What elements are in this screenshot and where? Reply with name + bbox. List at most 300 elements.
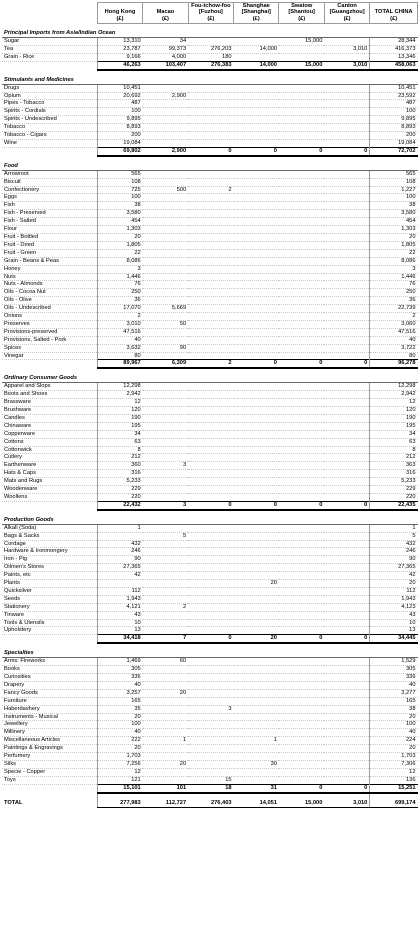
row-label: Confectionery: [2, 186, 97, 194]
subtotal-value: 7: [143, 635, 188, 643]
table-row: [2, 705, 418, 713]
value-cell: [234, 705, 279, 713]
row-label: Brassware: [2, 399, 97, 407]
value-cell: [279, 572, 324, 580]
value-cell: [279, 548, 324, 556]
table-row: [2, 619, 418, 627]
value-cell: [324, 486, 369, 494]
row-label: Eggs: [2, 194, 97, 202]
row-label: Sugar: [2, 38, 97, 46]
table-row: [2, 414, 418, 422]
value-cell: [188, 493, 233, 501]
value-cell: [279, 430, 324, 438]
value-cell: [143, 438, 188, 446]
value-cell: 1: [370, 524, 418, 532]
value-cell: [279, 132, 324, 140]
value-cell: [279, 540, 324, 548]
table-row: [2, 587, 418, 595]
value-cell: [279, 352, 324, 360]
value-cell: [188, 572, 233, 580]
value-cell: 60: [143, 658, 188, 666]
table-row: [2, 666, 418, 674]
value-cell: 13,310: [97, 38, 142, 46]
subtotal-label-cell: [2, 147, 97, 155]
table-row: [2, 689, 418, 697]
value-cell: [324, 124, 369, 132]
value-cell: [234, 241, 279, 249]
subtotal-row: [2, 147, 418, 155]
value-cell: [188, 383, 233, 391]
value-cell: 224: [370, 737, 418, 745]
subtotal-value: 14,000: [234, 61, 279, 69]
subtotal-value: 46,263: [97, 61, 142, 69]
value-cell: [234, 414, 279, 422]
value-cell: [279, 344, 324, 352]
value-cell: [279, 241, 324, 249]
value-cell: [234, 233, 279, 241]
value-cell: [188, 462, 233, 470]
row-label: Stationery: [2, 603, 97, 611]
value-cell: [279, 438, 324, 446]
value-cell: [143, 572, 188, 580]
subtotal-value: 20: [234, 635, 279, 643]
value-cell: [188, 681, 233, 689]
row-label: Nuts - Almonds: [2, 281, 97, 289]
value-cell: [143, 422, 188, 430]
value-cell: [324, 572, 369, 580]
value-cell: [279, 681, 324, 689]
value-cell: 565: [370, 170, 418, 178]
table-row: [2, 760, 418, 768]
value-cell: 15: [188, 776, 233, 784]
value-cell: [279, 595, 324, 603]
value-cell: 2,942: [370, 391, 418, 399]
row-label: Hardware & Ironmongery: [2, 548, 97, 556]
value-cell: [188, 289, 233, 297]
value-cell: [188, 446, 233, 454]
value-cell: 5,233: [97, 478, 142, 486]
value-cell: [143, 218, 188, 226]
value-cell: 40: [97, 729, 142, 737]
value-cell: 13,346: [370, 53, 418, 61]
row-label: Tea: [2, 46, 97, 54]
value-cell: [234, 391, 279, 399]
table-row: [2, 344, 418, 352]
value-cell: [143, 753, 188, 761]
subtotal-row: [2, 501, 418, 509]
subtotal-value: 0: [279, 784, 324, 792]
value-cell: 8,893: [370, 124, 418, 132]
value-cell: 43: [97, 611, 142, 619]
value-cell: [97, 532, 142, 540]
subtotal-value: 72,702: [370, 147, 418, 155]
value-cell: 4,000: [143, 53, 188, 61]
value-cell: [324, 391, 369, 399]
value-cell: [234, 532, 279, 540]
value-cell: [279, 407, 324, 415]
value-cell: [188, 430, 233, 438]
value-cell: [324, 53, 369, 61]
value-cell: [324, 407, 369, 415]
value-cell: [324, 438, 369, 446]
value-cell: 12: [97, 399, 142, 407]
value-cell: [279, 627, 324, 635]
value-cell: 22: [97, 249, 142, 257]
value-cell: 63: [97, 438, 142, 446]
value-cell: 76: [370, 281, 418, 289]
value-cell: [234, 446, 279, 454]
value-cell: [234, 352, 279, 360]
value-cell: [324, 674, 369, 682]
value-cell: [234, 729, 279, 737]
value-cell: 42: [97, 572, 142, 580]
value-cell: [234, 753, 279, 761]
value-cell: [324, 297, 369, 305]
value-cell: [234, 344, 279, 352]
section-title: Principal Imports from Asia/Indian Ocean: [2, 24, 418, 38]
value-cell: 3,010: [324, 46, 369, 54]
value-cell: [279, 470, 324, 478]
value-cell: [279, 580, 324, 588]
value-cell: [143, 705, 188, 713]
subtotal-row: [2, 635, 418, 643]
value-cell: [279, 462, 324, 470]
row-label: Mats and Rugs: [2, 478, 97, 486]
value-cell: 454: [370, 218, 418, 226]
subtotal-value: 0: [234, 147, 279, 155]
value-cell: 30: [234, 760, 279, 768]
value-cell: 40: [370, 729, 418, 737]
value-cell: [234, 249, 279, 257]
value-cell: [234, 202, 279, 210]
value-cell: [143, 210, 188, 218]
value-cell: [279, 100, 324, 108]
value-cell: [279, 422, 324, 430]
value-cell: 40: [370, 336, 418, 344]
row-label: Boots and Shoes: [2, 391, 97, 399]
value-cell: [188, 729, 233, 737]
value-cell: 27,365: [370, 564, 418, 572]
value-cell: [234, 194, 279, 202]
value-cell: [143, 194, 188, 202]
value-cell: 99,373: [143, 46, 188, 54]
value-cell: [234, 170, 279, 178]
value-cell: [188, 178, 233, 186]
row-label: Spirits - Undescribed: [2, 116, 97, 124]
value-cell: [279, 313, 324, 321]
value-cell: 38: [97, 202, 142, 210]
row-label: Opium: [2, 92, 97, 100]
row-label: Instruments - Musical: [2, 713, 97, 721]
value-cell: [188, 760, 233, 768]
table-row: [2, 170, 418, 178]
subtotal-label-cell: [2, 635, 97, 643]
value-cell: [324, 257, 369, 265]
value-cell: [279, 233, 324, 241]
value-cell: [279, 603, 324, 611]
value-cell: [324, 233, 369, 241]
value-cell: [324, 470, 369, 478]
value-cell: [234, 556, 279, 564]
value-cell: [324, 92, 369, 100]
row-label: Books: [2, 666, 97, 674]
value-cell: [234, 140, 279, 148]
table-row: [2, 116, 418, 124]
value-cell: 1,303: [97, 226, 142, 234]
row-label: Grain - Rice: [2, 53, 97, 61]
value-cell: [143, 273, 188, 281]
value-cell: 12: [370, 768, 418, 776]
value-cell: [143, 486, 188, 494]
value-cell: 500: [143, 186, 188, 194]
value-cell: [188, 108, 233, 116]
value-cell: 36: [370, 297, 418, 305]
value-cell: 316: [97, 470, 142, 478]
row-label: Wine: [2, 140, 97, 148]
subtotal-value: 0: [279, 501, 324, 509]
value-cell: [188, 92, 233, 100]
value-cell: [324, 100, 369, 108]
value-cell: 165: [97, 697, 142, 705]
value-cell: 3,722: [370, 344, 418, 352]
value-cell: 7,306: [370, 760, 418, 768]
value-cell: [279, 328, 324, 336]
value-cell: 13: [370, 627, 418, 635]
grand-total-label: TOTAL: [4, 800, 23, 807]
value-cell: 1,805: [370, 241, 418, 249]
value-cell: [143, 140, 188, 148]
value-cell: [234, 92, 279, 100]
value-cell: 8,086: [370, 257, 418, 265]
value-cell: [234, 108, 279, 116]
value-cell: [143, 336, 188, 344]
value-cell: [279, 116, 324, 124]
value-cell: 27,365: [97, 564, 142, 572]
value-cell: [234, 273, 279, 281]
value-cell: [143, 540, 188, 548]
value-cell: [234, 53, 279, 61]
value-cell: 8: [97, 446, 142, 454]
value-cell: [143, 580, 188, 588]
value-cell: [279, 611, 324, 619]
table-row: [2, 595, 418, 603]
value-cell: [324, 265, 369, 273]
value-cell: 487: [97, 100, 142, 108]
value-cell: 38: [370, 705, 418, 713]
value-cell: 14,000: [234, 46, 279, 54]
value-cell: [143, 478, 188, 486]
row-label: Grain - Beans & Peas: [2, 257, 97, 265]
value-cell: [188, 745, 233, 753]
value-cell: 50: [143, 320, 188, 328]
value-cell: [234, 297, 279, 305]
value-cell: [324, 140, 369, 148]
value-cell: [188, 399, 233, 407]
value-cell: [143, 745, 188, 753]
subtotal-row: [2, 784, 418, 792]
value-cell: 80: [97, 352, 142, 360]
value-cell: [234, 305, 279, 313]
table-row: [2, 627, 418, 635]
column-header-row: [2, 3, 418, 24]
table-row: [2, 556, 418, 564]
value-cell: 80: [370, 352, 418, 360]
row-label: Silks: [2, 760, 97, 768]
value-cell: 23,787: [97, 46, 142, 54]
value-cell: [143, 391, 188, 399]
value-cell: [143, 611, 188, 619]
value-cell: [279, 768, 324, 776]
value-cell: [279, 745, 324, 753]
table-row: [2, 92, 418, 100]
value-cell: [279, 493, 324, 501]
subtotal-value: 2: [188, 360, 233, 368]
value-cell: [188, 241, 233, 249]
value-cell: 40: [97, 336, 142, 344]
value-cell: 34: [143, 38, 188, 46]
value-cell: [143, 84, 188, 92]
table-row: [2, 486, 418, 494]
value-cell: [143, 697, 188, 705]
value-cell: [324, 493, 369, 501]
value-cell: [143, 328, 188, 336]
value-cell: 34: [97, 430, 142, 438]
row-label: Spirits - Cordials: [2, 108, 97, 116]
value-cell: [188, 210, 233, 218]
value-cell: 1,303: [370, 226, 418, 234]
column-header-fuzhou: Fou-tchow-foo [Fuzhou] (£): [188, 3, 233, 24]
subtotal-value: 458,063: [370, 61, 418, 69]
row-label: Cottons: [2, 438, 97, 446]
value-cell: [234, 470, 279, 478]
value-cell: [324, 313, 369, 321]
row-label: Quicksilver: [2, 587, 97, 595]
value-cell: [279, 305, 324, 313]
value-cell: [234, 124, 279, 132]
value-cell: [188, 587, 233, 595]
value-cell: 10,451: [370, 84, 418, 92]
value-cell: [188, 414, 233, 422]
value-cell: [279, 178, 324, 186]
value-cell: [279, 674, 324, 682]
value-cell: 42: [370, 572, 418, 580]
value-cell: 454: [97, 218, 142, 226]
value-cell: 1,529: [370, 658, 418, 666]
value-cell: 136: [370, 776, 418, 784]
value-cell: [324, 540, 369, 548]
value-cell: [188, 611, 233, 619]
subtotal-value: 89,967: [97, 360, 142, 368]
value-cell: [279, 486, 324, 494]
table-row: [2, 336, 418, 344]
value-cell: [324, 611, 369, 619]
table-row: [2, 407, 418, 415]
value-cell: [143, 776, 188, 784]
table-row: [2, 768, 418, 776]
value-cell: 1,703: [97, 753, 142, 761]
value-cell: [143, 202, 188, 210]
value-cell: 12: [370, 399, 418, 407]
row-label: Woollens: [2, 493, 97, 501]
value-cell: [324, 210, 369, 218]
value-cell: [279, 210, 324, 218]
row-label: Pipes - Tobacco: [2, 100, 97, 108]
value-cell: 76: [97, 281, 142, 289]
subtotal-label-cell: [2, 360, 97, 368]
subtotal-value: 18: [188, 784, 233, 792]
row-label: Cottonwick: [2, 446, 97, 454]
row-label: Millinery: [2, 729, 97, 737]
value-cell: 3,277: [370, 689, 418, 697]
value-cell: [188, 532, 233, 540]
value-cell: [324, 737, 369, 745]
value-cell: [324, 713, 369, 721]
value-cell: [324, 38, 369, 46]
value-cell: 36: [97, 297, 142, 305]
value-cell: [324, 462, 369, 470]
value-cell: 336: [97, 674, 142, 682]
value-cell: [234, 745, 279, 753]
value-cell: [234, 721, 279, 729]
value-cell: [324, 430, 369, 438]
row-label: Honey: [2, 265, 97, 273]
value-cell: [324, 587, 369, 595]
value-cell: [188, 265, 233, 273]
value-cell: [279, 454, 324, 462]
value-cell: [279, 666, 324, 674]
value-cell: [143, 124, 188, 132]
row-label: Provisions, Salted - Pork: [2, 336, 97, 344]
value-cell: [234, 697, 279, 705]
value-cell: 316: [370, 470, 418, 478]
value-cell: 195: [370, 422, 418, 430]
value-cell: [279, 721, 324, 729]
table-row: [2, 46, 418, 54]
value-cell: [324, 241, 369, 249]
value-cell: [188, 674, 233, 682]
value-cell: [143, 587, 188, 595]
column-header-shanghai: Shanghae [Shanghai] (£): [234, 3, 279, 24]
value-cell: 12,298: [370, 383, 418, 391]
value-cell: 28,344: [370, 38, 418, 46]
value-cell: [143, 430, 188, 438]
value-cell: [324, 178, 369, 186]
section-title: Food: [2, 156, 418, 170]
grand-total-value: 14,051: [234, 793, 279, 807]
row-label: Spices: [2, 344, 97, 352]
value-cell: 3: [370, 265, 418, 273]
value-cell: [324, 281, 369, 289]
value-cell: 3,257: [97, 689, 142, 697]
value-cell: 1,805: [97, 241, 142, 249]
value-cell: [324, 352, 369, 360]
value-cell: [143, 241, 188, 249]
value-cell: [188, 753, 233, 761]
value-cell: [234, 713, 279, 721]
value-cell: 15,000: [279, 38, 324, 46]
value-cell: 40: [370, 681, 418, 689]
value-cell: [143, 233, 188, 241]
table-row: [2, 84, 418, 92]
value-cell: [324, 524, 369, 532]
subtotal-value: 22,435: [370, 501, 418, 509]
value-cell: [234, 178, 279, 186]
value-cell: 112: [97, 587, 142, 595]
value-cell: [188, 140, 233, 148]
subtotal-value: 0: [188, 635, 233, 643]
column-header-shantou: Swatow [Shantou] (£): [279, 3, 324, 24]
table-row: [2, 178, 418, 186]
